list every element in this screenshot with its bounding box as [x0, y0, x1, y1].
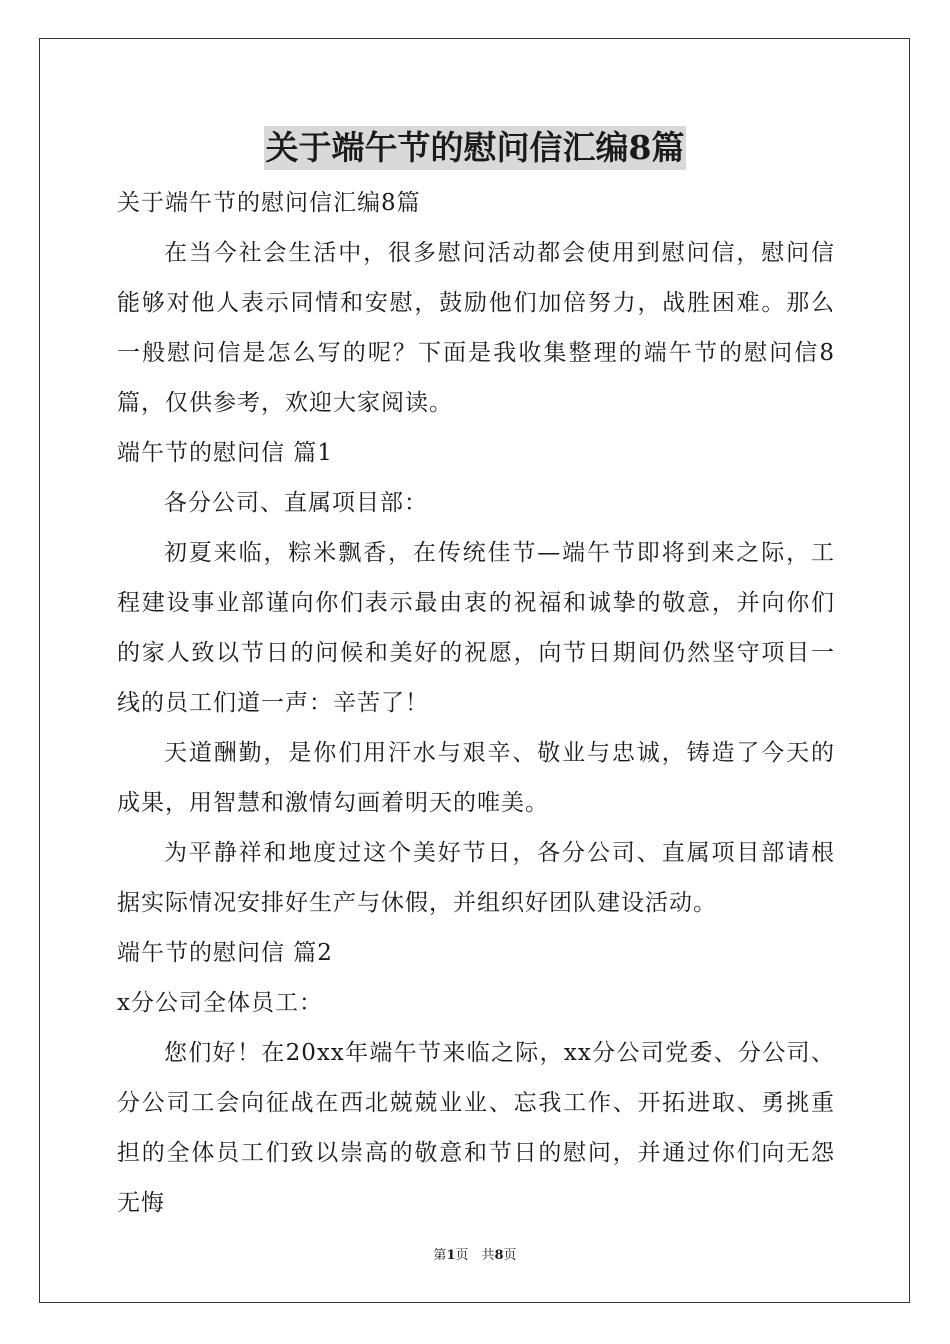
paragraph: 您们好！在20xx年端午节来临之际，xx分公司党委、分公司、分公司工会向征战在西北兢兢业业、忘我工作、开拓进取、勇挑重担的全体员工们致以崇高的敬意和节日的慰问，并通过你们向无怨无悔 — [117, 1040, 835, 1216]
paragraph: x分公司全体员工： — [117, 990, 323, 1016]
footer-total-pages: 8 — [494, 1248, 504, 1263]
footer-suffix: 页 — [503, 1248, 517, 1263]
paragraph: 端午节的慰问信 篇2 — [117, 940, 333, 966]
footer-page-number: 1 — [446, 1248, 456, 1263]
footer-prefix: 第 — [433, 1248, 447, 1263]
document-body — [117, 178, 835, 1228]
paragraph: 天道酬勤，是你们用汗水与艰辛、敬业与忠诚，铸造了今天的成果，用智慧和激情勾画着明天的唯美。 — [117, 740, 835, 816]
page-footer — [0, 1246, 950, 1266]
title-container — [0, 126, 950, 170]
paragraph: 为平静祥和地度过这个美好节日，各分公司、直属项目部请根据实际情况安排好生产与休假，并组织好团队建设活动。 — [117, 840, 835, 916]
paragraph: 端午节的慰问信 篇1 — [117, 440, 333, 466]
paragraph: 在当今社会生活中，很多慰问活动都会使用到慰问信，慰问信能够对他人表示同情和安慰，鼓励他们加倍努力，战胜困难。那么一般慰问信是怎么写的呢？下面是我收集整理的端午节的慰问信8篇，仅供参考，欢迎大家阅读。 — [117, 240, 835, 416]
document-title: 关于端午节的慰问信汇编8篇 — [264, 126, 687, 170]
paragraph: 关于端午节的慰问信汇编8篇 — [117, 190, 421, 216]
paragraph: 各分公司、直属项目部： — [164, 490, 428, 516]
footer-mid: 页 共 — [455, 1248, 495, 1263]
paragraph: 初夏来临，粽米飘香，在传统佳节—端午节即将到来之际，工程建设事业部谨向你们表示最由衷的祝福和诚挚的敬意，并向你们的家人致以节日的问候和美好的祝愿，向节日期间仍然坚守项目一线的员工们道一声：辛苦了！ — [117, 540, 835, 716]
